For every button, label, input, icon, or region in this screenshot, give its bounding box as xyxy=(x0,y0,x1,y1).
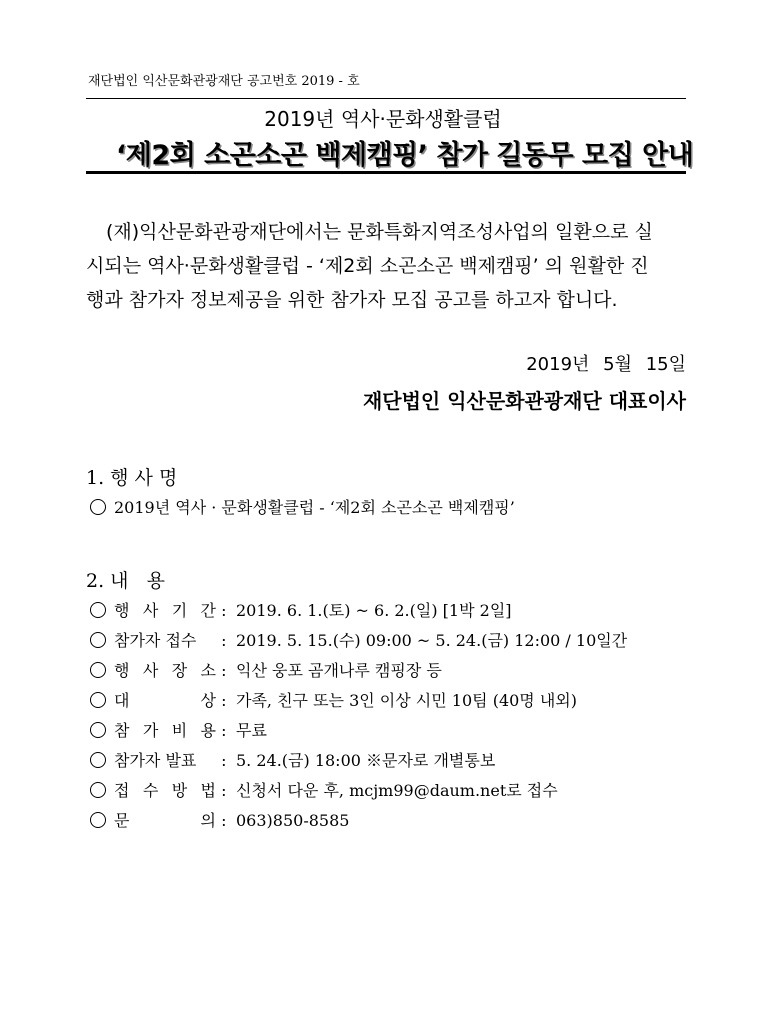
detail-row xyxy=(90,689,577,713)
intro-line-3: 행과 참가자 정보제공을 위한 참가자 모집 공고를 하고자 합니다. xyxy=(86,289,618,311)
circle-bullet-icon xyxy=(90,722,106,738)
section-event-name-title: 1. 행 사 명 xyxy=(86,467,178,489)
detail-label: 참가자 접수 xyxy=(114,631,197,650)
detail-row xyxy=(90,779,558,803)
circle-bullet-icon xyxy=(90,752,106,768)
detail-label: 접 수 방 법 xyxy=(114,781,216,800)
label-colon: : xyxy=(216,721,227,740)
detail-value: 익산 웅포 곰개나루 캠핑장 등 xyxy=(236,661,442,680)
intro-line-2: 시되는 역사·문화생활클럽 - ‘제2회 소곤소곤 백제캠핑’ 의 원활한 진 xyxy=(86,255,649,277)
detail-row xyxy=(90,809,349,833)
label-colon: : xyxy=(216,811,227,830)
page-title: ‘제2회 소곤소곤 백제캠핑’ 참가 길동무 모집 안내 xyxy=(116,140,694,171)
issuer-org: 재단법인 익산문화관광재단 대표이사 xyxy=(362,389,686,413)
label-colon: : xyxy=(216,751,227,770)
detail-value: 2019. 6. 1.(토) ~ 6. 2.(일) [1박 2일] xyxy=(236,601,512,620)
detail-label: 행 사 기 간 xyxy=(114,601,216,620)
event-name-item xyxy=(90,496,515,520)
detail-row xyxy=(90,749,495,773)
circle-bullet-icon xyxy=(90,632,106,648)
intro-line-1: (재)익산문화관광재단에서는 문화특화지역조성사업의 일환으로 실 xyxy=(106,221,653,243)
detail-row xyxy=(90,659,442,683)
detail-label: 대 상 xyxy=(114,691,216,710)
circle-bullet-icon xyxy=(90,602,106,618)
detail-label: 참 가 비 용 xyxy=(114,721,216,740)
detail-value: 063)850-8585 xyxy=(236,811,350,830)
circle-bullet-icon xyxy=(90,782,106,798)
detail-value: 무료 xyxy=(236,721,267,740)
circle-bullet-icon xyxy=(90,692,106,708)
detail-value: 신청서 다운 후, mcjm99@daum.net로 접수 xyxy=(236,781,558,800)
detail-label: 문 의 xyxy=(114,811,216,830)
title-underline xyxy=(86,171,686,174)
detail-row xyxy=(90,719,267,743)
circle-bullet-icon xyxy=(90,662,106,678)
circle-bullet-icon xyxy=(90,499,106,515)
detail-value: 5. 24.(금) 18:00 ※문자로 개별통보 xyxy=(236,751,496,770)
detail-value: 2019. 5. 15.(수) 09:00 ~ 5. 24.(금) 12:00 / 10일간 xyxy=(236,631,628,650)
circle-bullet-icon xyxy=(90,812,106,828)
label-colon: : xyxy=(216,631,227,650)
detail-row xyxy=(90,599,512,623)
subtitle: 2019년 역사·문화생활클럽 xyxy=(264,107,502,131)
event-name-value: 2019년 역사 · 문화생활클럽 - ‘제2회 소곤소곤 백제캠핑’ xyxy=(114,498,515,517)
detail-label: 행 사 장 소 xyxy=(114,661,216,680)
detail-label: 참가자 발표 xyxy=(114,751,197,770)
intro-paragraph xyxy=(86,215,686,317)
notice-date: 2019년 5월 15일 xyxy=(526,354,686,375)
section-details-title: 2. 내 용 xyxy=(86,570,165,592)
label-colon: : xyxy=(216,661,227,680)
detail-value: 가족, 친구 또는 3인 이상 시민 10팀 (40명 내외) xyxy=(236,691,577,710)
label-colon: : xyxy=(216,691,227,710)
notice-number: 재단법인 익산문화관광재단 공고번호 2019 - 호 xyxy=(88,74,360,89)
label-colon: : xyxy=(216,781,227,800)
top-divider xyxy=(86,98,686,99)
label-colon: : xyxy=(216,601,227,620)
detail-row xyxy=(90,629,627,653)
